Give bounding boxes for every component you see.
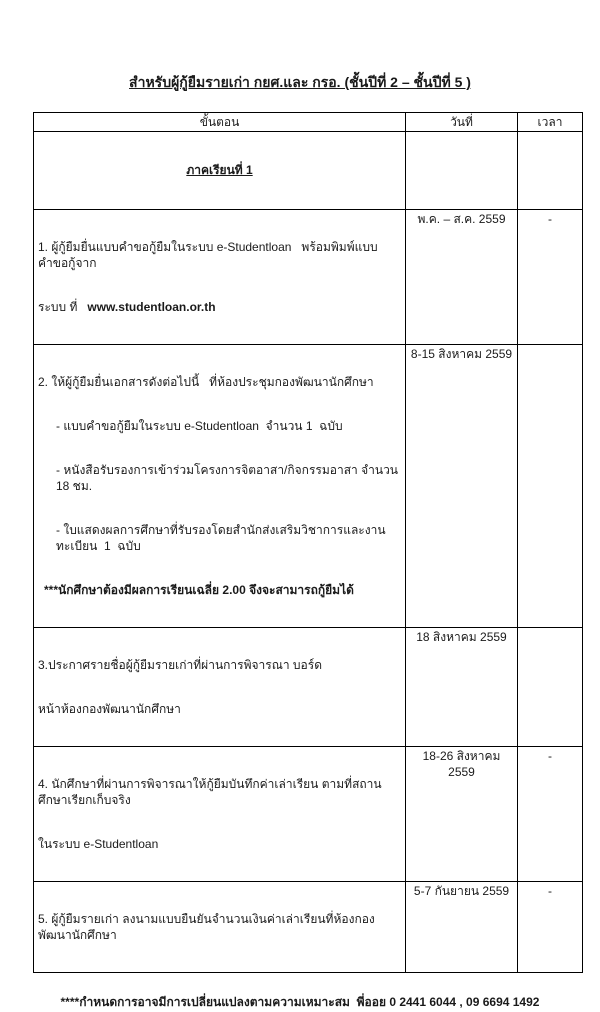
step-3-line-1: 3.ประกาศรายชื่อผู้กู้ยืมรายเก่าที่ผ่านการพิจารณา บอร์ด [38,658,322,672]
gpa-requirement-note: ***นักศึกษาต้องมีผลการเรียนเฉลี่ย 2.00 จึงจะสามารถกู้ยืมได้ [44,583,354,597]
schedule-change-footnote: ****กำหนดการอาจมีการเปลี่ยนแปลงตามความเหมาะสม พี่ออย 0 2441 6044 , 09 6694 1492 [60,995,540,1009]
date-cell [406,132,518,210]
step-2-time [518,345,583,628]
step-1-line-1: 1. ผู้กู้ยืมยื่นแบบคำขอกู้ยืมในระบบ e-Studentloan พร้อมพิมพ์แบบคำขอกู้จาก [38,240,378,270]
step-4-cell [34,747,406,882]
step-1-cell [34,210,406,345]
step-1-line-2-prefix: ระบบ ที่ [38,300,88,314]
step-1-time: - [518,210,583,345]
step-4-time: - [518,747,583,882]
document-title: สำหรับผู้กู้ยืมรายเก่า กยศ.และ กรอ. (ชั้นปีที่ 2 – ชั้นปีที่ 5 ) [129,74,471,90]
step-4-line-2: ในระบบ e-Studentloan [38,837,159,851]
semester-cell [34,132,406,210]
step-2-item-3: - ใบแสดงผลการศึกษาที่รับรองโดยสำนักส่งเสริมวิชาการและงานทะเบียน 1 ฉบับ [56,523,386,553]
loan-schedule-table [33,112,583,973]
step-3-line-2: หน้าห้องกองพัฒนานักศึกษา [38,702,181,716]
step-5-date: 5-7 กันยายน 2559 [406,882,518,973]
step-2-line-1: 2. ให้ผู้กู้ยืมยื่นเอกสารดังต่อไปนี้ ที่ห้องประชุมกองพัฒนานักศึกษา [38,375,374,389]
step-4-date: 18-26 สิงหาคม 2559 [406,747,518,882]
semester-header-row [34,132,583,210]
column-header-time: เวลา [518,113,583,132]
table-row-step-3 [34,628,583,747]
step-1-date: พ.ค. – ส.ค. 2559 [406,210,518,345]
time-cell [518,132,583,210]
studentloan-url: www.studentloan.or.th [87,300,216,314]
table-row-step-4 [34,747,583,882]
step-3-time [518,628,583,747]
step-2-cell [34,345,406,628]
step-3-cell [34,628,406,747]
table-row-step-1 [34,210,583,345]
step-2-date: 8-15 สิงหาคม 2559 [406,345,518,628]
column-header-date: วันที่ [406,113,518,132]
column-header-step: ขั้นตอน [34,113,406,132]
step-1-line-2 [38,299,401,315]
step-4-line-1: 4. นักศึกษาที่ผ่านการพิจารณาให้กู้ยืมบันทึกค่าเล่าเรียน ตามที่สถานศึกษาเรียกเก็บจริง [38,777,382,807]
step-5-time: - [518,882,583,973]
table-row-step-5 [34,882,583,973]
step-5-cell [34,882,406,973]
table-row-step-2 [34,345,583,628]
step-5-line-1: 5. ผู้กู้ยืมรายเก่า ลงนามแบบยืนยันจำนวนเงินค่าเล่าเรียนที่ห้องกองพัฒนานักศึกษา [38,912,375,942]
step-2-item-1: - แบบคำขอกู้ยืมในระบบ e-Studentloan จำนวน 1 ฉบับ [56,419,343,433]
table-header-row [34,113,583,132]
semester-1-label: ภาคเรียนที่ 1 [186,163,253,177]
step-2-item-2: - หนังสือรับรองการเข้าร่วมโครงการจิตอาสา/กิจกรรมอาสา จำนวน 18 ชม. [56,463,402,493]
step-3-date: 18 สิงหาคม 2559 [406,628,518,747]
